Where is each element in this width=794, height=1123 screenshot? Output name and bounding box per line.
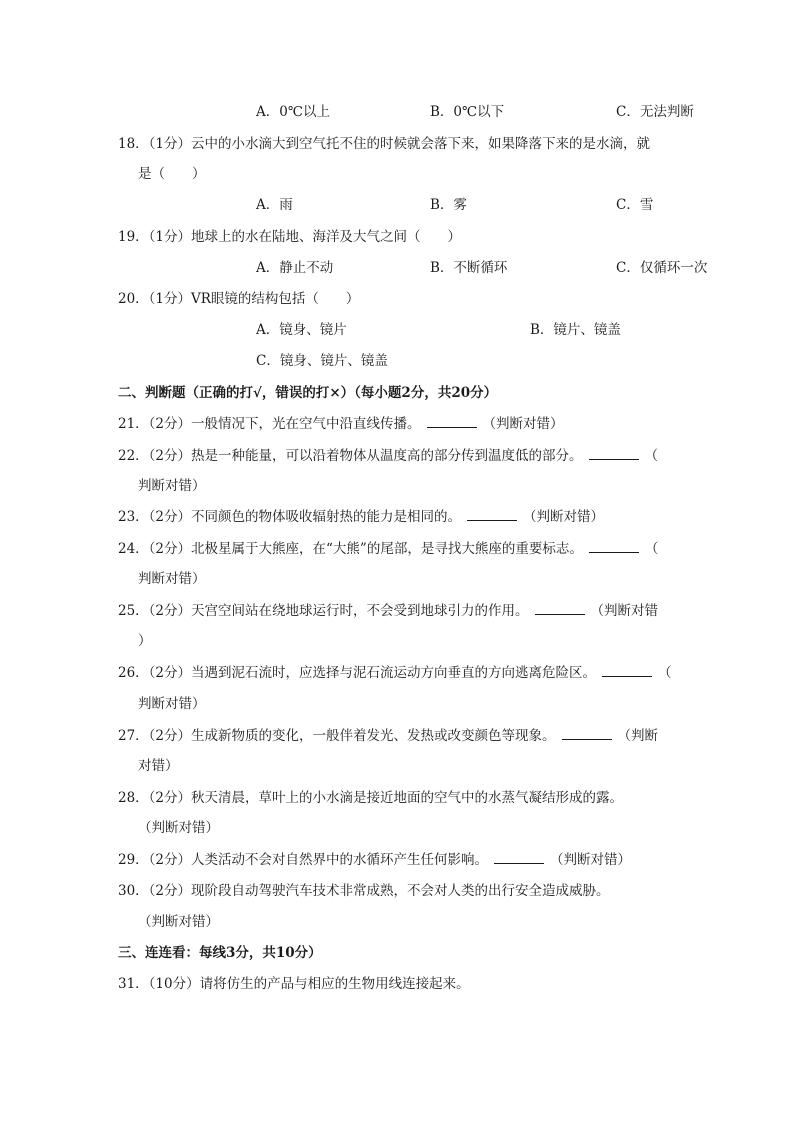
q23 bbox=[118, 507, 678, 527]
q26 bbox=[118, 663, 678, 683]
q21-hint: （判断对错） bbox=[482, 416, 564, 432]
q19-option-b[interactable]: B．不断循环 bbox=[430, 260, 508, 276]
q23-answer-blank[interactable] bbox=[467, 507, 517, 521]
q30-text: 30．（2分）现阶段自动驾驶汽车技术非常成熟，不会对人类的出行安全造成威胁。 bbox=[118, 883, 610, 899]
q24-hint-start: （ bbox=[644, 541, 659, 557]
q22-hint-end: 判断对错） bbox=[138, 478, 206, 494]
q18-option-a[interactable]: A．雨 bbox=[256, 197, 293, 213]
q29 bbox=[118, 850, 678, 870]
q31-text: 31．（10分）请将仿生的产品与相应的生物用线连接起来。 bbox=[118, 976, 470, 992]
q22-hint-start: （ bbox=[644, 448, 659, 464]
q23-hint: （判断对错） bbox=[523, 509, 605, 525]
q18-option-b[interactable]: B．雾 bbox=[430, 197, 467, 213]
q29-text: 29．（2分）人类活动不会对自然界中的水循环产生任何影响。 bbox=[118, 852, 489, 868]
section-3-heading: 三、连连看：每线3分，共10分） bbox=[118, 945, 322, 961]
q30-hint: （判断对错） bbox=[138, 914, 219, 930]
q27-answer-blank[interactable] bbox=[562, 726, 612, 740]
q27-hint-end: 对错） bbox=[138, 758, 179, 774]
q25-answer-blank[interactable] bbox=[535, 601, 585, 615]
q17-option-b[interactable]: B．0℃以下 bbox=[430, 104, 505, 120]
q22 bbox=[118, 446, 678, 466]
q18-option-c[interactable]: C．雪 bbox=[616, 197, 654, 213]
q25-text: 25．（2分）天宫空间站在绕地球运行时，不会受到地球引力的作用。 bbox=[118, 603, 529, 619]
q19-option-c[interactable]: C．仅循环一次 bbox=[616, 260, 708, 276]
q29-answer-blank[interactable] bbox=[494, 850, 544, 864]
q20-option-c[interactable]: C．镜身、镜片、镜盖 bbox=[256, 353, 388, 369]
section-2-heading: 二、判断题（正确的打√，错误的打×）（每小题2分，共20分） bbox=[118, 385, 498, 401]
q29-hint: （判断对错） bbox=[550, 852, 632, 868]
q25-hint-end: ） bbox=[138, 633, 152, 649]
q20-option-a[interactable]: A．镜身、镜片 bbox=[256, 322, 347, 338]
q26-hint-end: 判断对错） bbox=[138, 696, 206, 712]
q20-option-b[interactable]: B．镜片、镜盖 bbox=[530, 322, 621, 338]
q19-option-a[interactable]: A．静止不动 bbox=[256, 260, 334, 276]
q24-hint-end: 判断对错） bbox=[138, 571, 206, 587]
q18-text-line1: 18．（1分）云中的小水滴大到空气托不住的时候就会落下来，如果降落下来的是水滴，就 bbox=[118, 136, 651, 152]
q24-answer-blank[interactable] bbox=[589, 539, 639, 553]
q19-text: 19．（1分）地球上的水在陆地、海洋及大气之间（ ） bbox=[118, 229, 462, 245]
q20-text: 20．（1分）VR眼镜的结构包括（ ） bbox=[118, 291, 360, 307]
q22-text: 22．（2分）热是一种能量，可以沿着物体从温度高的部分传到温度低的部分。 bbox=[118, 448, 583, 464]
q25-hint-start: （判断对错 bbox=[590, 603, 659, 619]
q24 bbox=[118, 539, 678, 559]
q21 bbox=[118, 414, 678, 434]
q26-text: 26．（2分）当遇到泥石流时，应选择与泥石流运动方向垂直的方向逃离危险区。 bbox=[118, 665, 597, 681]
q28-hint: （判断对错） bbox=[138, 820, 219, 836]
q21-text: 21．（2分）一般情况下，光在空气中沿直线传播。 bbox=[118, 416, 421, 432]
q23-text: 23．（2分）不同颜色的物体吸收辐射热的能力是相同的。 bbox=[118, 509, 462, 525]
q24-text: 24．（2分）北极星属于大熊座，在“大熊”的尾部，是寻找大熊座的重要标志。 bbox=[118, 541, 583, 557]
q21-answer-blank[interactable] bbox=[427, 414, 477, 428]
q26-answer-blank[interactable] bbox=[602, 663, 652, 677]
q27 bbox=[118, 726, 678, 746]
q27-hint-start: （判断 bbox=[617, 728, 659, 744]
q25 bbox=[118, 601, 678, 621]
q17-option-c[interactable]: C．无法判断 bbox=[616, 104, 694, 120]
q28-text: 28．（2分）秋天清晨，草叶上的小水滴是接近地面的空气中的水蒸气凝结形成的露。 bbox=[118, 790, 624, 806]
q22-answer-blank[interactable] bbox=[589, 446, 639, 460]
q17-option-a[interactable]: A．0℃以上 bbox=[256, 104, 330, 120]
q27-text: 27．（2分）生成新物质的变化，一般伴着发光、发热或改变颜色等现象。 bbox=[118, 728, 556, 744]
q18-text-line2: 是（ ） bbox=[138, 166, 206, 182]
q26-hint-start: （ bbox=[658, 665, 672, 681]
